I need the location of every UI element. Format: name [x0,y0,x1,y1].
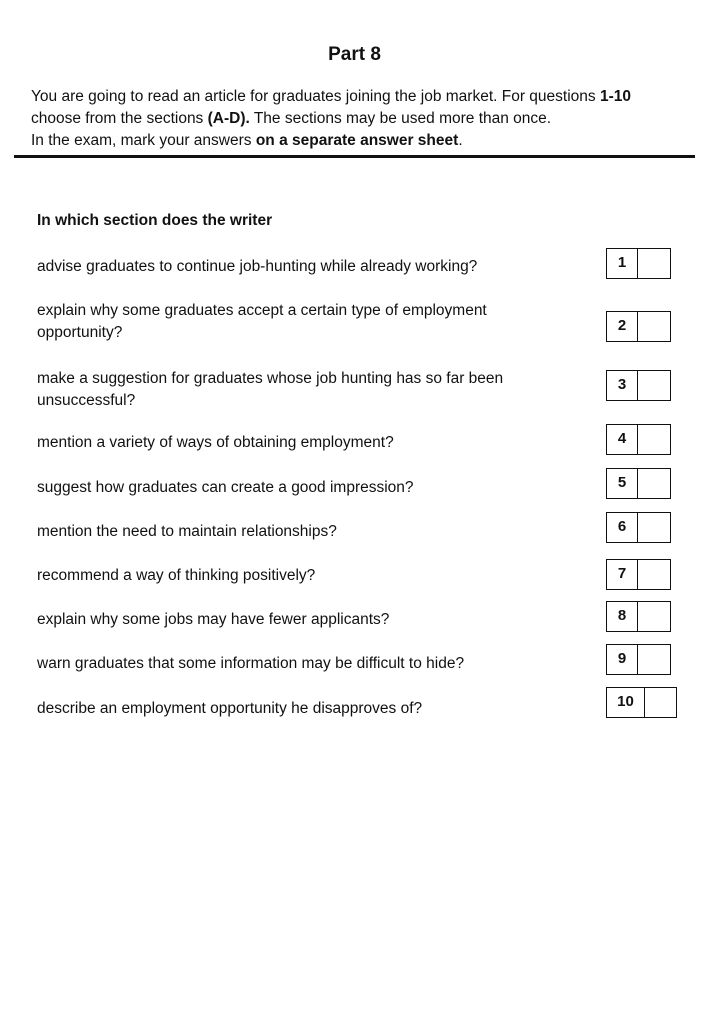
answer-box-5 [606,468,671,499]
answer-box-7 [606,559,671,590]
answer-field[interactable] [638,645,670,674]
question-number: 5 [607,469,638,498]
question-number: 1 [607,249,638,278]
question-9-text: warn graduates that some information may be difficult to hide? [37,655,465,672]
question-number: 6 [607,513,638,542]
question-number: 9 [607,645,638,674]
question-5-text: suggest how graduates can create a good impression? [37,479,414,496]
instructions-line-1: You are going to read an article for graduates joining the job market. For questions 1-10 [31,88,631,105]
question-number: 7 [607,560,638,589]
question-number: 10 [607,688,645,717]
question-4-text: mention a variety of ways of obtaining employment? [37,434,394,451]
question-10-text: describe an employment opportunity he disapproves of? [37,700,423,717]
answer-field[interactable] [638,249,670,278]
answer-field[interactable] [638,513,670,542]
answer-field[interactable] [638,312,670,341]
page-title: Part 8 [328,44,381,65]
question-stem: In which section does the writer [37,212,273,229]
question-8-text: explain why some jobs may have fewer applicants? [37,611,390,628]
instructions [31,86,701,152]
answer-box-6 [606,512,671,543]
instructions-line-2: choose from the sections (A-D). The sections may be used more than once. [31,110,552,127]
answer-box-9 [606,644,671,675]
answer-field[interactable] [638,425,670,454]
answer-field[interactable] [638,602,670,631]
answer-box-3 [606,370,671,401]
question-number: 4 [607,425,638,454]
question-6-text: mention the need to maintain relationships? [37,523,337,540]
answer-field[interactable] [638,371,670,400]
question-2-text: explain why some graduates accept a certain type of employment opportunity? [37,302,487,341]
instructions-line-3: In the exam, mark your answers on a separate answer sheet. [31,132,463,149]
question-7-text: recommend a way of thinking positively? [37,567,316,584]
answer-field[interactable] [645,688,676,717]
answer-box-2 [606,311,671,342]
answer-field[interactable] [638,469,670,498]
answer-box-1 [606,248,671,279]
answer-box-10 [606,687,677,718]
question-number: 3 [607,371,638,400]
question-1-text: advise graduates to continue job-hunting while already working? [37,258,478,275]
divider [14,155,695,158]
question-3-text: make a suggestion for graduates whose job hunting has so far been unsuccessful? [37,370,504,409]
question-number: 8 [607,602,638,631]
answer-box-8 [606,601,671,632]
question-number: 2 [607,312,638,341]
answer-box-4 [606,424,671,455]
answer-field[interactable] [638,560,670,589]
